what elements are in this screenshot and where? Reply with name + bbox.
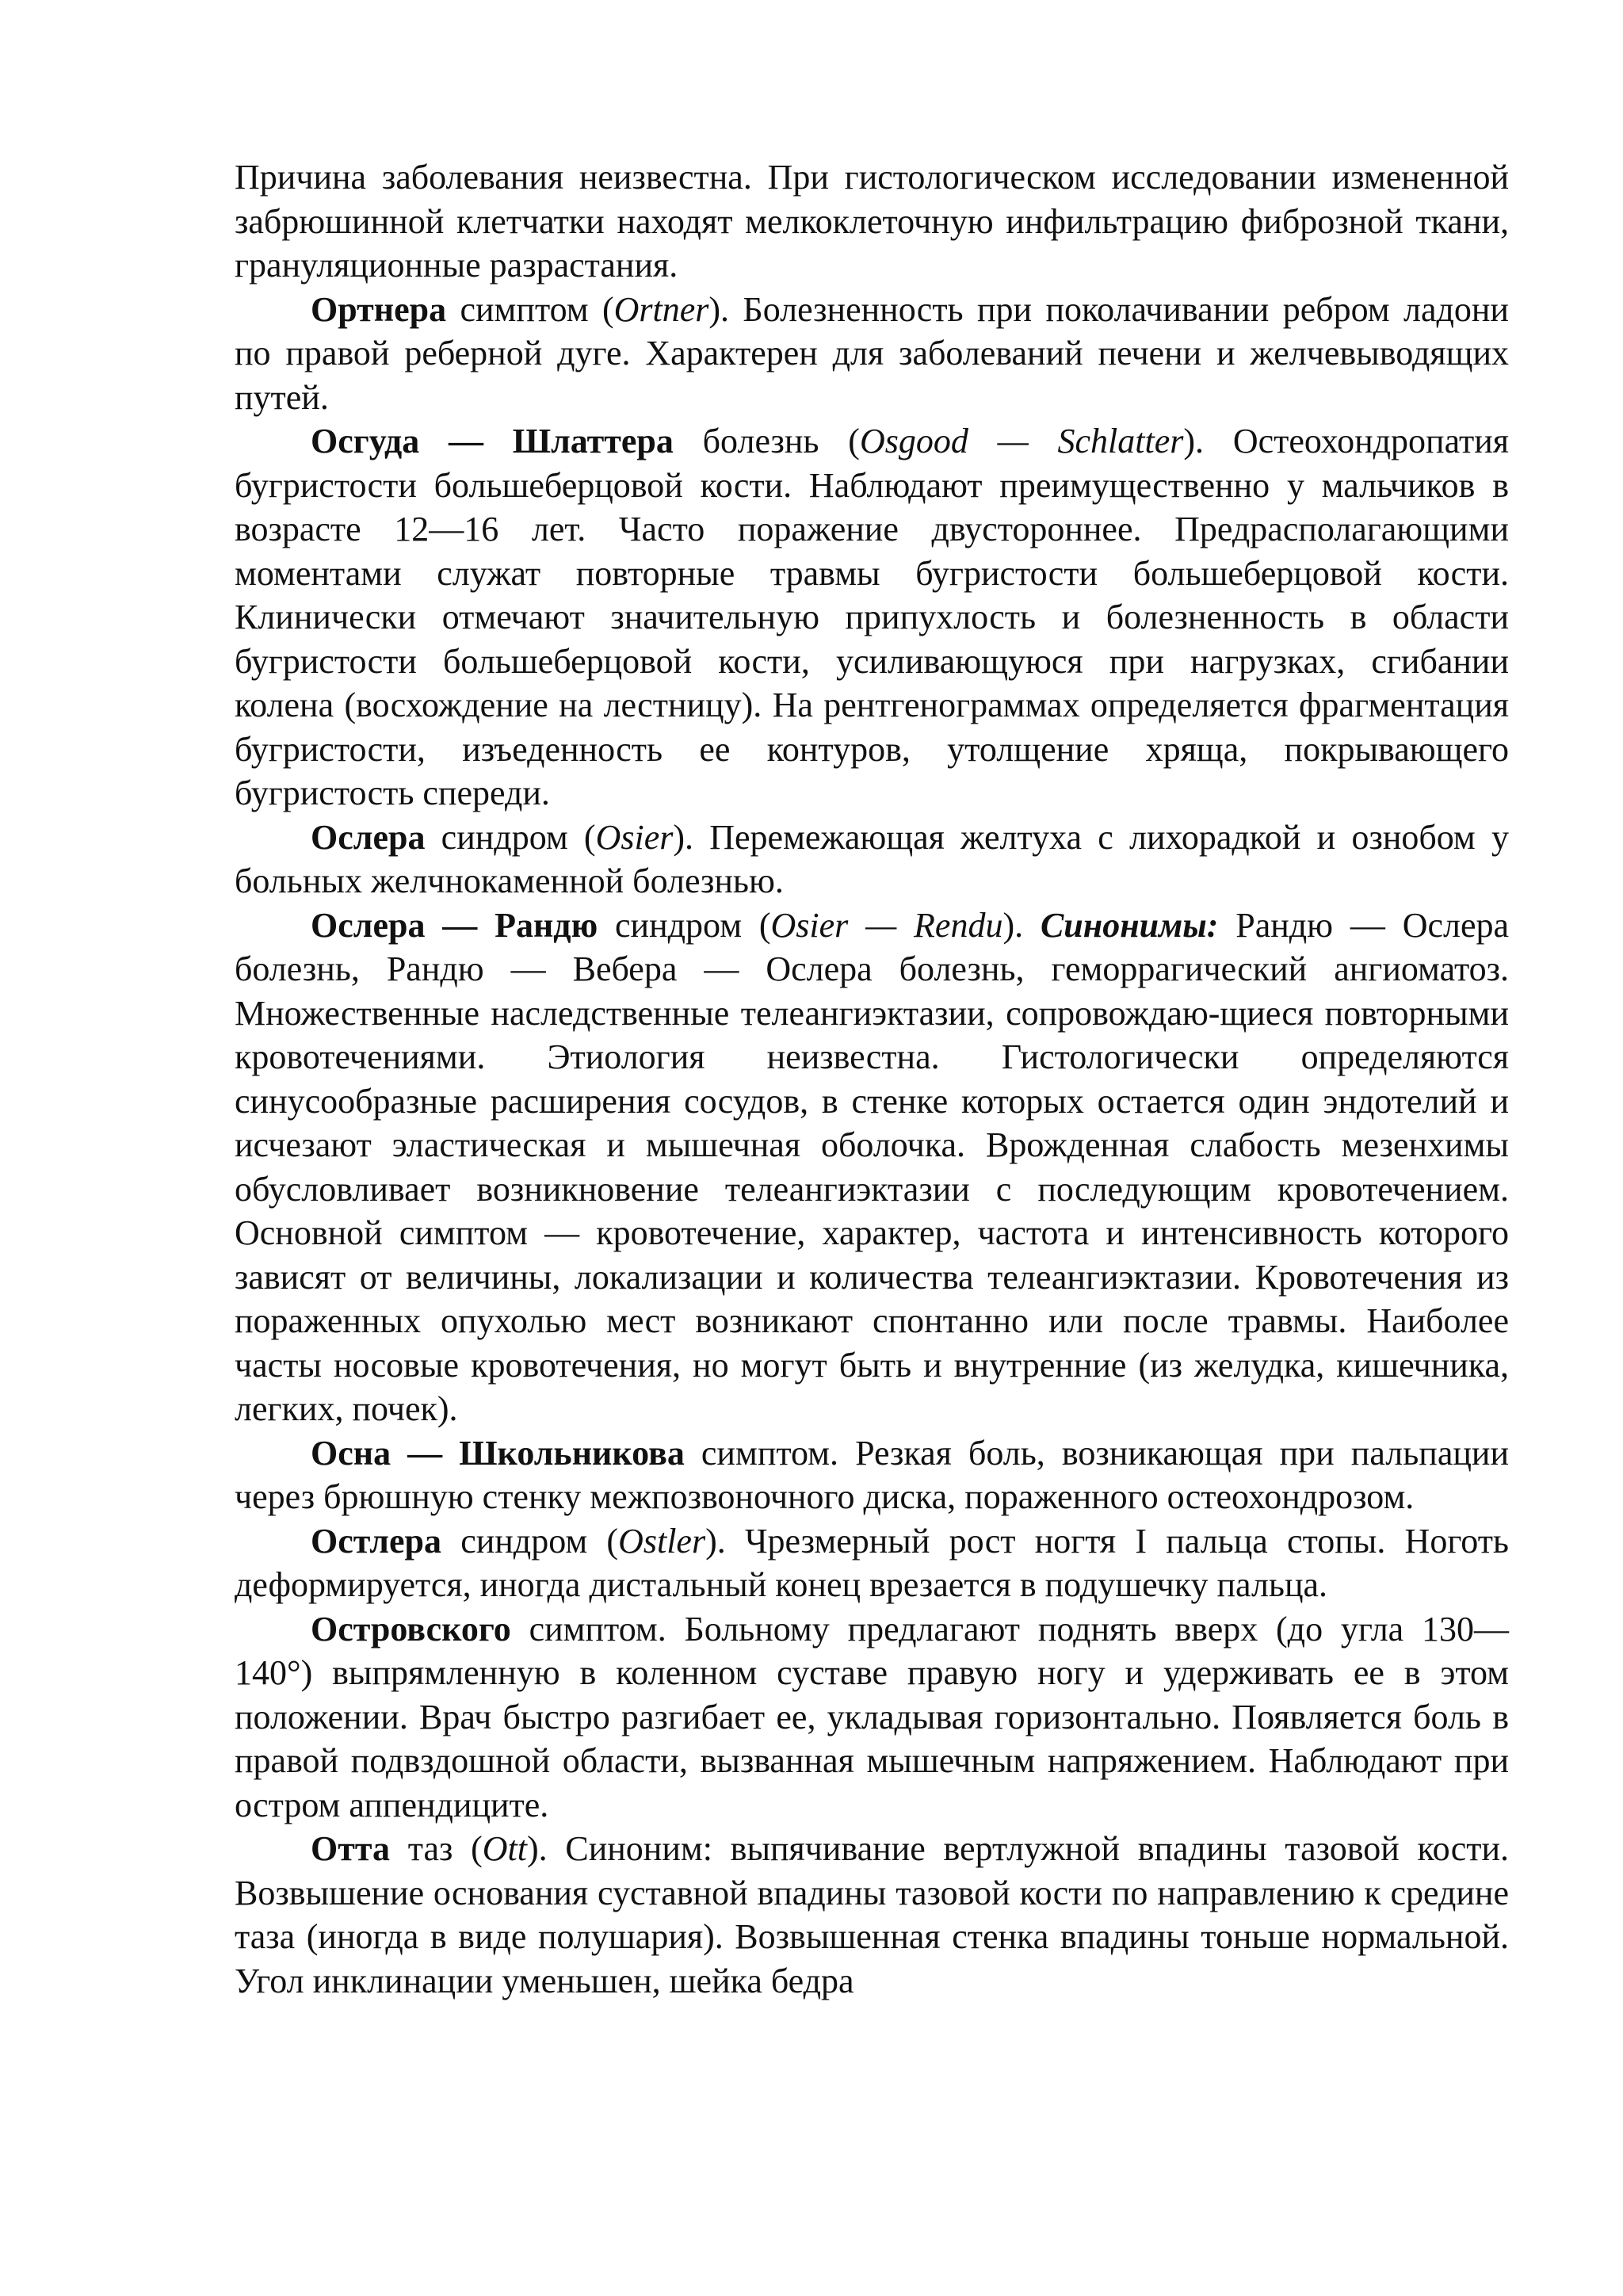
latin-name: Osgood — Schlatter <box>859 422 1184 460</box>
entry-term: Осгуда — Шлаттера <box>311 422 674 460</box>
text-run: Причина заболевания неизвестна. При гистологическом исследовании измененной забрюшинной клетчатки находят мелкоклеточную инфильтрацию фиброзной ткани, грануляционные разрастания. <box>235 158 1509 285</box>
text-run: ). Синоним: выпячивание вертлужной впадины тазовой кости. Возвышение основания суставной впадины тазовой кости по направлению к средине таза (иногда в виде полушария). Возвышенная стенка впадины тоньше нормальной. Угол инклинации уменьшен, шейка бедра <box>235 1829 1509 2000</box>
document-page <box>235 155 1509 2003</box>
entry-term: Островского <box>311 1609 511 1648</box>
latin-name: Osier — Rendu <box>770 905 1003 945</box>
text-run: ). Болезненность при поколачивании ребром ладони по правой реберной дуге. Характерен для заболеваний печени и желчевыводящих путей. <box>235 289 1509 417</box>
text-run: симптом. Резкая боль, возникающая при пальпации через брюшную стенку межпозвоночного диска, пораженного остеохондрозом. <box>235 1433 1509 1516</box>
synonyms-label: Синонимы: <box>1040 905 1219 945</box>
text-run: симптом. Больному предлагают поднять вверх (до угла 130—140°) выпрямленную в коленном суставе правую ногу и удерживать ее в этом положении. Врач быстро разгибает ее, укладывая горизонтально. Появляется боль в правой подвздошной области, вызванная мышечным напряжением. Наблюдают при остром аппендиците. <box>235 1609 1509 1824</box>
entry-osgood-schlatter <box>235 419 1509 816</box>
latin-name: Ortner <box>613 289 709 329</box>
entry-term: Ослера — Рандю <box>311 905 598 945</box>
entry-osna-shkolnikova <box>235 1431 1509 1519</box>
entry-term: Ослера <box>311 817 426 857</box>
text-run: Рандю — Ослера болезнь, Рандю — Вебера — Ослера болезнь, геморрагический ангиоматоз. Множественные наследственные телеангиэктазии, сопровождаю-щиеся повторными кровотечениями. Этиология неизвестна. Гистологически определяются синусообразные расширения сосудов, в стенке которых остается один эндотелий и исчезают эластическая и мышечная оболочка. Врожденная слабость мезенхимы обусловливает возникновение телеангиэктазии с последующим кровотечением. Основной симптом — кровотечение, характер, частота и интенсивность которого зависят от величины, локализации и количества телеангиэктазии. Кровотечения из пораженных опухолью мест возникают спонтанно или после травмы. Наиболее часты носовые кровотечения, но могут быть и внутренние (из желудка, кишечника, легких, почек). <box>235 905 1510 1428</box>
entry-ott <box>235 1827 1509 2003</box>
entry-osler <box>235 816 1509 904</box>
entry-term: Осна — Школьникова <box>311 1433 685 1473</box>
text-run: таз ( <box>390 1829 483 1868</box>
latin-name: Ott <box>482 1829 527 1868</box>
text-run: синдром ( <box>598 905 771 945</box>
latin-name: Ostler <box>618 1521 706 1561</box>
entry-osler-rendu <box>235 904 1509 1431</box>
entry-term: Ортнера <box>311 289 447 329</box>
entry-ostrovsky <box>235 1607 1509 1828</box>
text-run: ). Перемежающая желтуха с лихорадкой и ознобом у больных желчнокаменной болезнью. <box>235 817 1509 900</box>
latin-name: Osier <box>595 817 674 857</box>
text-run: симптом ( <box>446 289 614 329</box>
text-run: ). Остеохондропатия бугристости большеберцовой кости. Наблюдают преимущественно у мальчиков в возрасте 12—16 лет. Часто поражение двустороннее. Предрасполагающими моментами служат повторные травмы бугристости большеберцовой кости. Клинически отмечают значительную припухлость и болезненность в области бугристости большеберцовой кости, усиливающуюся при нагрузках, сгибании колена (восхождение на лестницу). На рентгенограммах определяется фрагментация бугристости, изъеденность ее контуров, утолщение хряща, покрывающего бугристость спереди. <box>235 422 1510 812</box>
entry-ostler <box>235 1519 1509 1607</box>
entry-term: Остлера <box>311 1521 441 1561</box>
text-run: синдром ( <box>441 1521 619 1561</box>
text-run: ). <box>1002 905 1041 945</box>
entry-ortner <box>235 288 1509 420</box>
text-run: ). Чрезмерный рост ногтя I пальца стопы. Ноготь деформируется, иногда дистальный конец врезается в подушечку пальца. <box>235 1521 1509 1604</box>
text-run: синдром ( <box>425 817 596 857</box>
paragraph-1 <box>235 155 1509 288</box>
entry-term: Отта <box>311 1829 390 1868</box>
text-run: болезнь ( <box>673 422 860 460</box>
